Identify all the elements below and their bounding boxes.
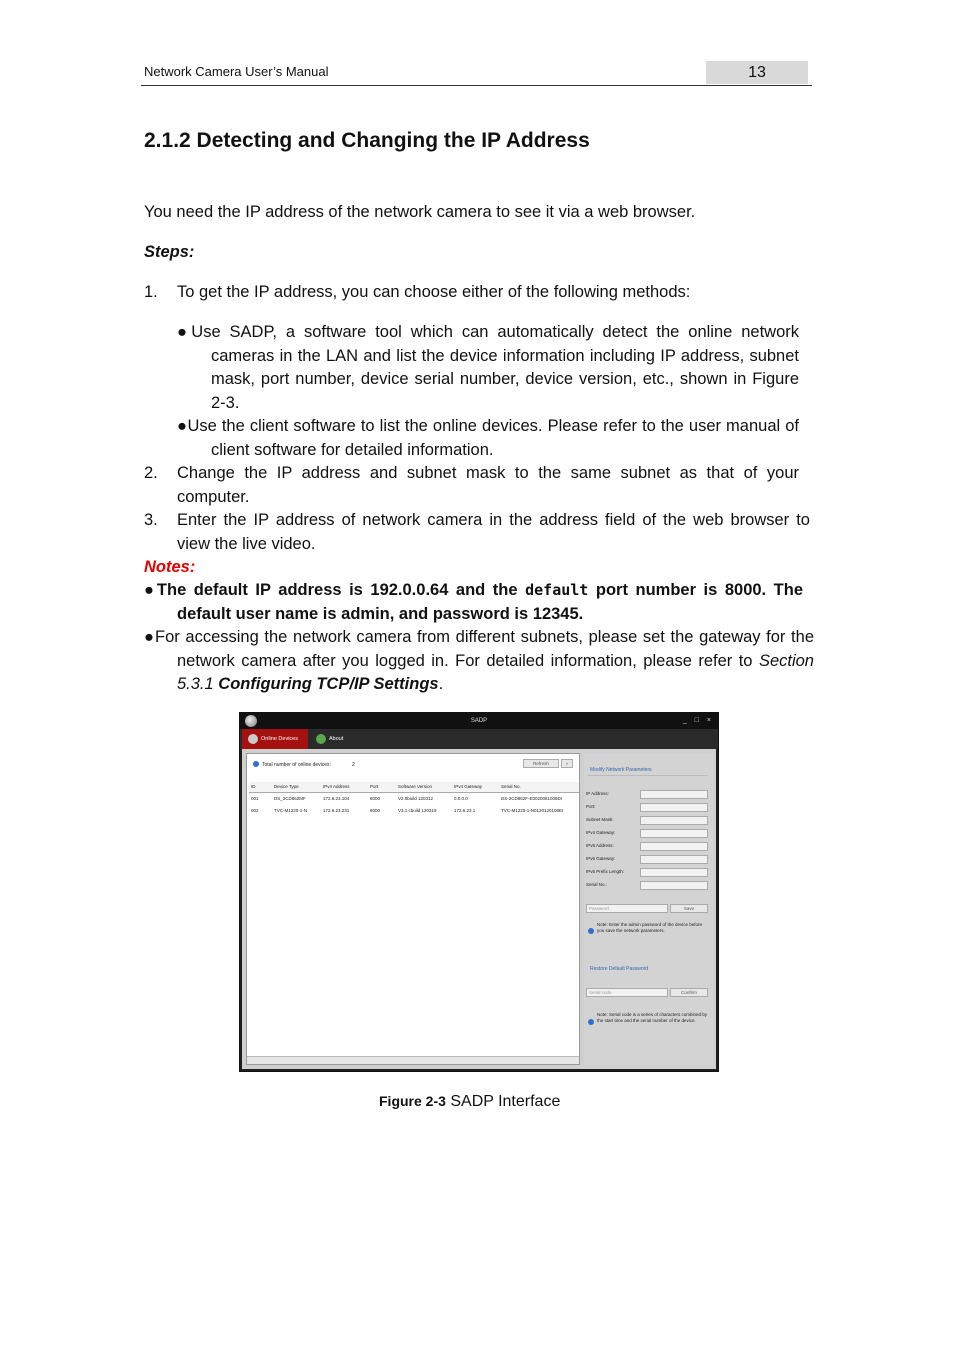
modify-parameters-panel [584,753,714,1065]
method-client: ●Use the client software to list the online devices. Please refer to the user manual of client software for detailed information. [177,417,799,459]
panel-divider [588,775,708,776]
sadp-title-bar [240,713,718,729]
cell-id: 001 [251,796,259,801]
serial-no-label: Serial No.: [586,882,608,887]
cell-software-version: V2.0build 120312 [398,796,434,801]
step-2-text: Change the IP address and subnet mask to the same subnet as that of your computer. [177,464,799,506]
window-controls[interactable]: _ □ × [682,717,714,724]
ipv6-gateway-label: IPv6 Gateway: [586,856,616,861]
horizontal-scrollbar[interactable] [247,1056,579,1064]
confirm-button[interactable]: Confirm [670,988,708,997]
sadp-logo-icon [245,715,257,727]
ipv6-address-field[interactable] [640,842,708,851]
col-ipv4[interactable]: IPv4 Address [323,784,350,789]
figure-caption [379,1093,560,1111]
col-device-type[interactable]: Device Type [274,784,299,789]
figure-caption-text: SADP Interface [445,1093,561,1110]
figure-label: Figure 2-3 [379,1093,446,1109]
note-1-text-b: port number is 8000. The default user name is admin, and password is 12345. [177,581,804,623]
cell-software-version: V3.1.cbuild 120319 [398,808,437,813]
cell-serial: TVC-M1220-1-N0120120108EI [501,808,564,813]
save-button[interactable]: Save [670,904,708,913]
serial-code-note: Note: Serial code is a series of characters combined by the start time and the serial number of the device. [597,1012,708,1023]
serial-no-field[interactable] [640,881,708,890]
refresh-button[interactable]: Refresh [523,759,559,768]
note-2-section-title: Configuring TCP/IP Settings [218,675,439,693]
cell-port: 8000 [370,796,381,801]
notes-label: Notes: [144,558,196,576]
ipv6-prefix-field[interactable] [640,868,708,877]
step-3-text: Enter the IP address of network camera in the address field of the web browser to view the live video. [177,511,810,553]
ipv6-prefix-label: IPv6 Prefix Length: [586,869,625,874]
cell-port: 8000 [370,808,381,813]
note-default-credentials [144,579,803,626]
save-note: Note: Enter the admin password of the device before you save the network parameters. [597,922,703,933]
cell-device-type: DS_2CD862MF [274,796,306,801]
ip-address-field[interactable] [640,790,708,799]
note-subnet-access [144,626,814,697]
cell-ipv4: 172.6.23.104 [323,796,350,801]
note-2-text: ●For accessing the network camera from different subnets, please set the gateway for the network camera after you logged in. For detailed information, please refer to [144,628,814,670]
col-port[interactable]: Port [370,784,379,789]
total-devices-count: 2 [352,762,355,768]
total-devices-label: Total number of online devices: [262,762,331,768]
cell-ipv4-gateway: 0.0.0.0 [454,796,468,801]
serial-code-input[interactable]: Serial code [586,988,668,997]
tab-online-devices-label: Online Devices [261,736,298,742]
note-2-end: . [438,675,444,693]
page-number: 13 [706,61,808,84]
device-table-header [249,782,579,793]
password-input[interactable]: Password [586,904,668,913]
sadp-body [242,749,716,1069]
info-icon [253,761,259,767]
table-row[interactable] [249,806,579,817]
sadp-figure [239,712,719,1072]
tab-about[interactable] [310,729,372,749]
header-rule [141,85,812,86]
note-1-text-a: ●The default IP address is 192.0.0.64 and the [144,581,526,599]
tab-online-devices[interactable] [242,729,308,749]
col-id[interactable]: ID [251,784,256,789]
info-icon [316,734,326,744]
col-ipv4-gateway[interactable]: IPv4 Gateway [454,784,483,789]
port-label: Port: [586,804,596,809]
modify-params-title: Modify Network Parameters [590,767,652,773]
table-row[interactable] [249,794,579,805]
col-serial[interactable]: Serial No. [501,784,521,789]
step-2-number: 2. [144,464,158,482]
note-1-mono: default [525,581,589,599]
section-heading: 2.1.2 Detecting and Changing the IP Address [144,129,590,152]
step-1-number: 1. [144,283,158,301]
sadp-tab-bar [240,729,718,749]
sadp-window-title: SADP [470,718,488,724]
steps-label: Steps: [144,243,195,261]
ipv6-gateway-field[interactable] [640,855,708,864]
online-devices-icon [248,734,258,744]
info-icon [588,1019,594,1025]
expand-button[interactable]: » [561,759,573,768]
col-software-version[interactable]: Software Version [398,784,433,789]
subnet-mask-label: Subnet Mask: [586,817,614,822]
cell-id: 002 [251,808,259,813]
ipv4-gateway-field[interactable] [640,829,708,838]
ipv4-gateway-label: IPv4 Gateway: [586,830,616,835]
tab-about-label: About [329,736,344,742]
method-sadp: ●Use SADP, a software tool which can automatically detect the online network cameras in the LAN and list the device information including IP address, subnet mask, port number, device serial number, device version, etc., shown in Figure 2-3. [177,323,799,412]
intro-paragraph: You need the IP address of the network camera to see it via a web browser. [144,203,696,221]
running-header-title: Network Camera User’s Manual [144,64,329,79]
note-2-section: Section 5.3.1 [177,651,814,693]
step-1-text: To get the IP address, you can choose either of the following methods: [177,283,691,301]
port-field[interactable] [640,803,708,812]
subnet-mask-field[interactable] [640,816,708,825]
ip-address-label: IP Address: [586,791,609,796]
info-icon [588,928,594,934]
cell-ipv4: 172.6.23.231 [323,808,350,813]
ipv6-address-label: IPv6 Address: [586,843,614,848]
cell-serial: DS-2CD862F-E0020081008DI [501,796,563,801]
cell-ipv4-gateway: 172.6.23.1 [454,808,476,813]
device-list-panel [246,753,580,1065]
restore-password-title: Restore Default Password [590,966,649,972]
cell-device-type: TVC-M1220-1-N [274,808,308,813]
step-3-number: 3. [144,511,158,529]
